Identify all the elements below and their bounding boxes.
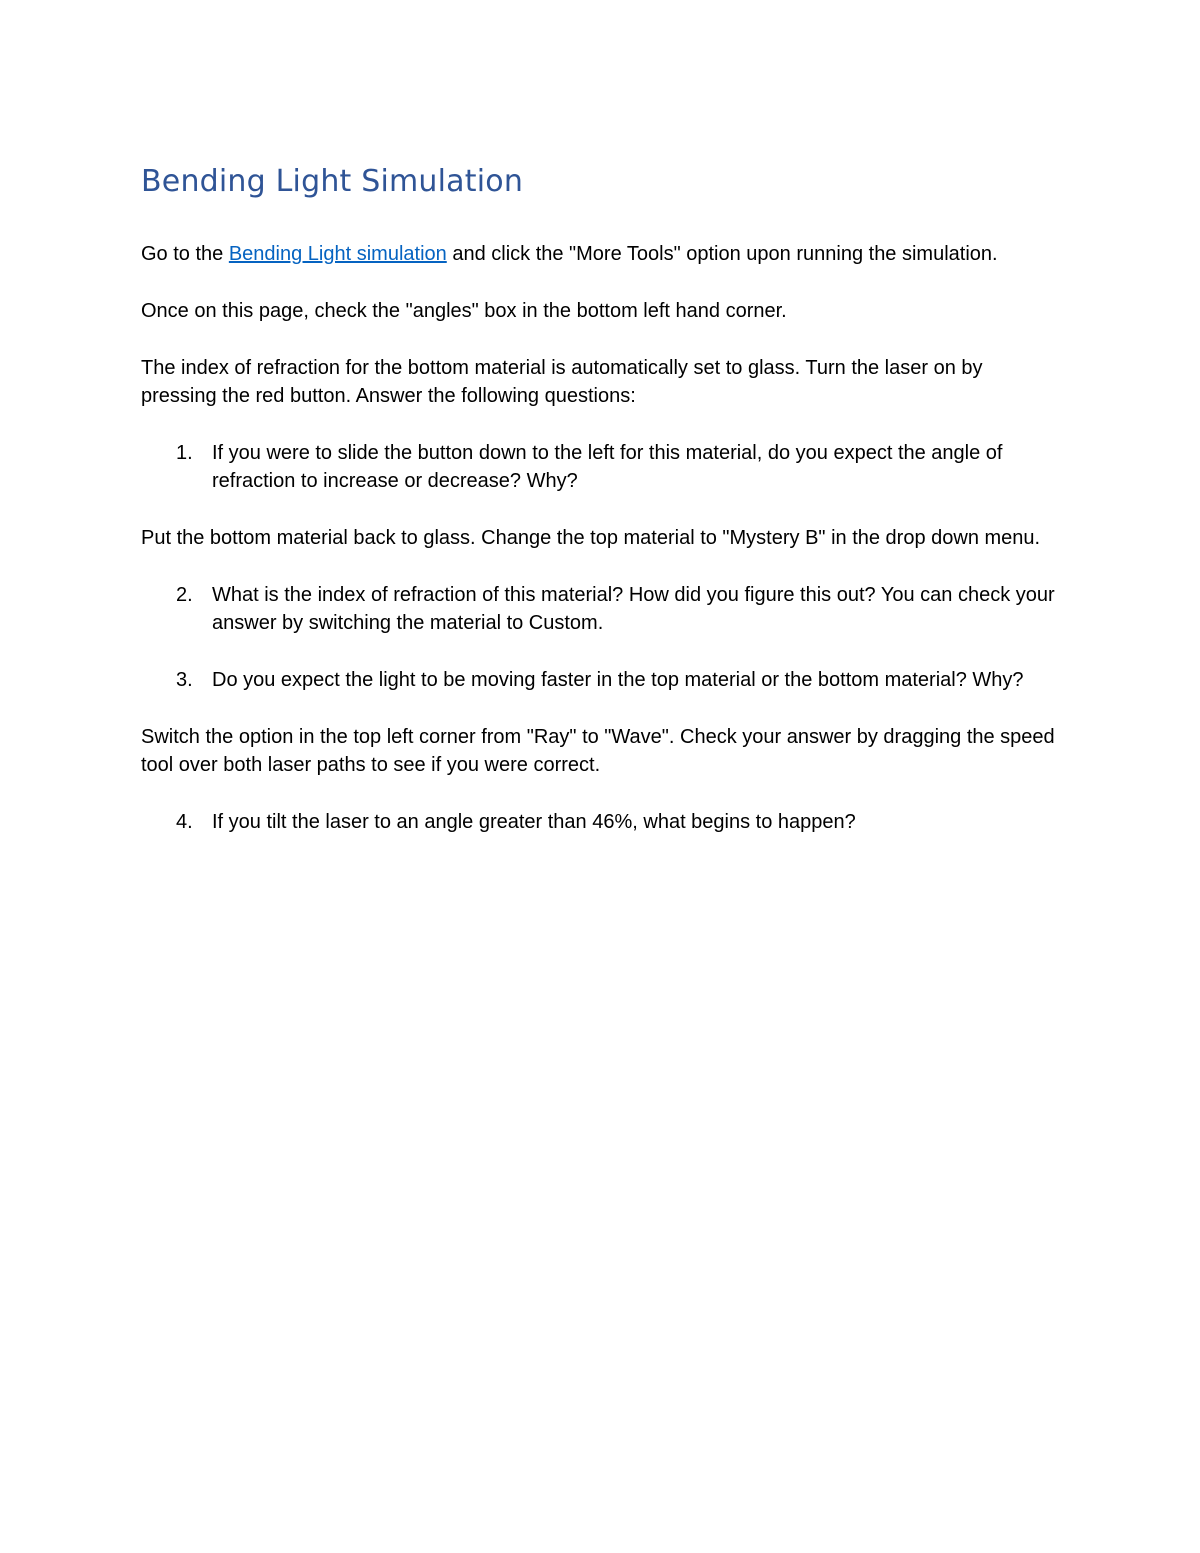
question-number-3: 3. [176,669,193,691]
question-number-4: 4. [176,811,193,833]
laser-instruction: The index of refraction for the bottom material is automatically set to glass. Turn the laser on by pressing the red button. Answer the following questions: [141,357,983,407]
angles-instruction: Once on this page, check the "angles" box in the bottom left hand corner. [141,300,787,322]
question-item-3 [141,666,1061,694]
wave-instruction: Switch the option in the top left corner from "Ray" to "Wave". Check your answer by dragging the speed tool over both laser paths to see if you were correct. [141,726,1055,776]
question-text-2: What is the index of refraction of this material? How did you figure this out? You can check your answer by switching the material to Custom. [212,584,1055,634]
question-number-2: 2. [176,584,193,606]
document-body [141,160,1061,865]
question-list-2 [141,581,1061,637]
question-item-4 [141,808,1061,836]
question-text-1: If you were to slide the button down to the left for this material, do you expect the angle of refraction to increase or decrease? Why? [212,442,1003,492]
question-item-2 [141,581,1061,637]
question-list-3 [141,666,1061,694]
question-list-1 [141,439,1061,495]
question-list-4 [141,808,1061,836]
question-number-1: 1. [176,442,193,464]
intro-text-after-link: and click the "More Tools" option upon running the simulation. [446,243,998,265]
intro-text-before-link: Go to the [141,243,229,265]
mystery-material-instruction: Put the bottom material back to glass. Change the top material to "Mystery B" in the drop down menu. [141,527,1041,549]
question-text-3: Do you expect the light to be moving faster in the top material or the bottom material? Why? [212,669,1024,691]
question-text-4: If you tilt the laser to an angle greater than 46%, what begins to happen? [212,811,856,833]
document-title: Bending Light Simulation [141,164,524,199]
question-item-1 [141,439,1061,495]
intro-paragraph [141,240,1061,268]
bending-light-simulation-link[interactable]: Bending Light simulation [228,243,447,265]
